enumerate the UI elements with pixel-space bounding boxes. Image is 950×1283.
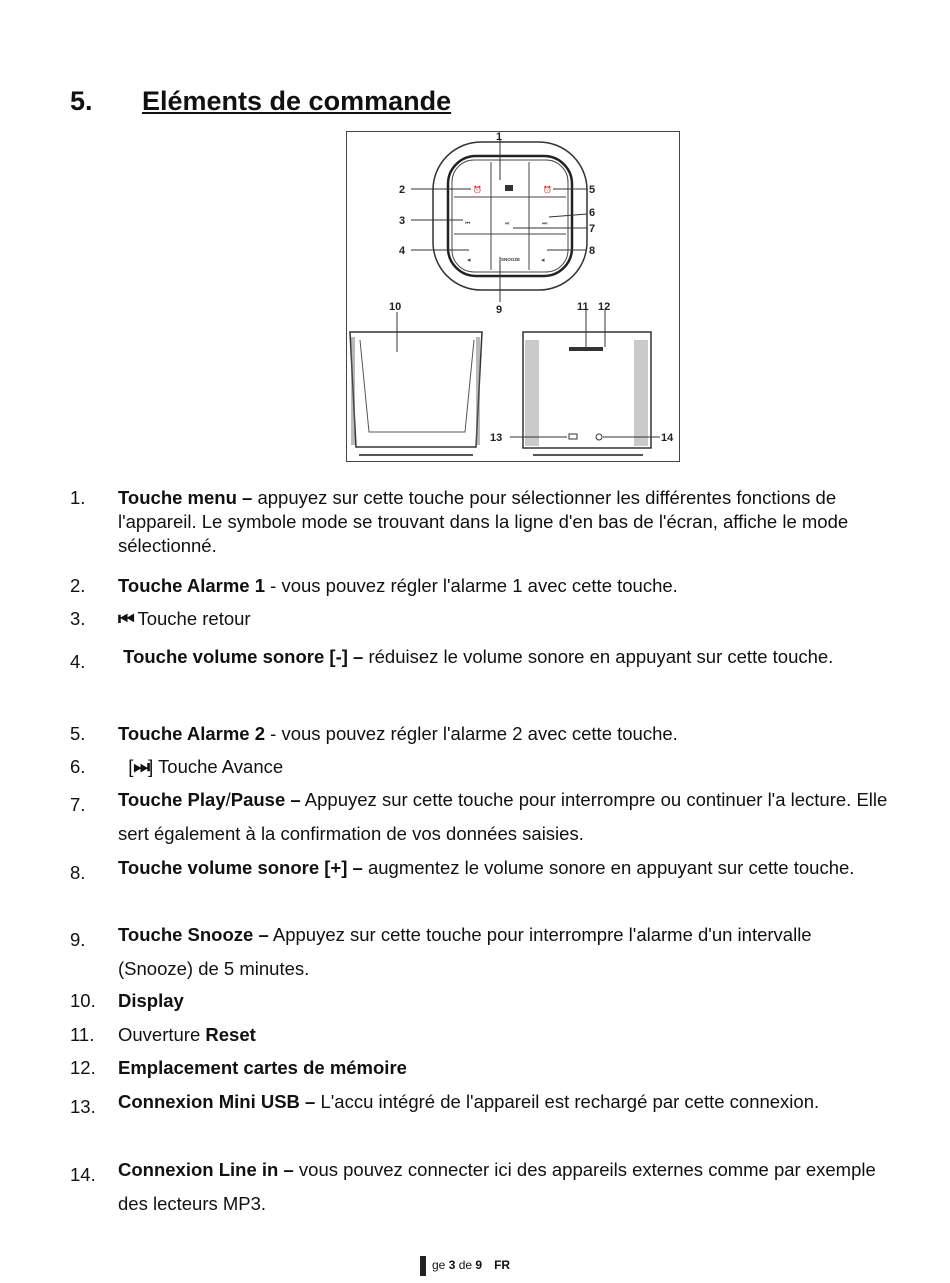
callout-14: 14 bbox=[661, 432, 674, 444]
item-term: Touche volume sonore [+] – bbox=[118, 857, 363, 878]
callout-7: 7 bbox=[589, 223, 596, 235]
display-window bbox=[360, 340, 474, 432]
item-number: 6. bbox=[70, 756, 86, 777]
callout-13: 13 bbox=[490, 432, 503, 444]
item-term: Touche Snooze – bbox=[118, 924, 269, 945]
callout-12: 12 bbox=[598, 301, 611, 313]
item-number: 13. bbox=[70, 1096, 96, 1117]
menu-button-icon bbox=[505, 185, 513, 191]
volume-up-button-icon: ◂ bbox=[541, 257, 545, 264]
item-term: Emplacement cartes de mémoire bbox=[118, 1057, 407, 1078]
item-number: 2. bbox=[70, 575, 86, 596]
page-prefix: ge bbox=[432, 1258, 449, 1272]
section-number: 5. bbox=[70, 86, 93, 116]
item-term-dash: – bbox=[347, 646, 364, 667]
item-text: Touche retour bbox=[132, 608, 251, 629]
item-text: vous pouvez connecter ici des appareils externes comme par exemple des lecteurs MP3. bbox=[118, 1159, 876, 1214]
item-term: Connexion Mini USB – bbox=[118, 1091, 316, 1112]
skip-back-icon: ⏮ bbox=[118, 608, 133, 629]
callout-11: 11 bbox=[577, 301, 589, 313]
memory-card-slot bbox=[569, 347, 603, 351]
item-term: Connexion Line in – bbox=[118, 1159, 294, 1180]
volume-down-button-icon: ◂ bbox=[467, 257, 471, 264]
callout-5: 5 bbox=[589, 184, 596, 196]
snooze-button-label: SNOOZE bbox=[501, 257, 521, 262]
alarm1-button-icon: ⏰ bbox=[473, 187, 482, 194]
item-number: 10. bbox=[70, 990, 96, 1011]
alarm2-button-icon: ⏰ bbox=[543, 187, 552, 194]
item-term: Touche Alarme 2 bbox=[118, 723, 266, 744]
item-text: - vous pouvez régler l'alarme 1 avec cette touche. bbox=[265, 575, 678, 596]
device-diagram-drawing bbox=[347, 132, 679, 461]
callout-8: 8 bbox=[589, 245, 596, 257]
item-term: Touche Play bbox=[118, 789, 226, 810]
callout-9: 9 bbox=[496, 304, 503, 316]
item-term: Display bbox=[118, 990, 184, 1011]
item-text: Appuyez sur cette touche pour interrompre ou continuer l'a lecture. Elle sert également à la confirmation de vos données saisies. bbox=[118, 789, 888, 844]
skip-forward-icon: ⏭ bbox=[133, 756, 149, 777]
item-prefix: [ bbox=[128, 756, 134, 777]
item-number: 8. bbox=[70, 862, 86, 883]
prev-button-icon: ⏮ bbox=[465, 221, 471, 227]
page-of: de bbox=[455, 1258, 476, 1272]
item-text: Appuyez sur cette touche pour interrompre l'alarme d'un intervalle (Snooze) de 5 minutes. bbox=[118, 924, 812, 979]
item-number: 1. bbox=[70, 487, 86, 508]
section-title: Eléments de commande bbox=[142, 86, 452, 116]
item-number: 3. bbox=[70, 608, 86, 629]
item-number: 9. bbox=[70, 929, 86, 950]
item-text: L'accu intégré de l'appareil est rechargé par cette connexion. bbox=[315, 1091, 820, 1112]
speaker-grille-right bbox=[525, 340, 648, 446]
item-term: Reset bbox=[205, 1024, 256, 1045]
section-heading bbox=[70, 84, 451, 118]
speaker-grille-left bbox=[351, 337, 480, 445]
item-number: 7. bbox=[70, 794, 86, 815]
item-number: 4. bbox=[70, 651, 86, 672]
item-term: Touche Alarme 1 bbox=[118, 575, 266, 596]
item-text: réduisez le volume sonore en appuyant sur cette touche. bbox=[363, 646, 834, 667]
item-term: Touche volume sonore [-] bbox=[123, 646, 348, 667]
item-term-separator: / bbox=[225, 789, 231, 810]
item-number: 14. bbox=[70, 1164, 96, 1185]
next-button-icon: ⏭ bbox=[542, 221, 548, 227]
item-text: appuyez sur cette touche pour sélectionner les différentes fonctions de l'appareil. Le symbole mode se trouvant dans la ligne d'en bas de l'écran, affiche le mode sélectionné. bbox=[118, 487, 849, 556]
page-current: 3 bbox=[448, 1258, 456, 1272]
page-footer bbox=[420, 1256, 510, 1276]
item-term-2: Pause – bbox=[230, 789, 301, 810]
footer-bar bbox=[420, 1256, 426, 1276]
page-total: 9 bbox=[475, 1258, 483, 1272]
item-number: 11. bbox=[70, 1024, 95, 1045]
play-pause-button-icon: ⏯ bbox=[505, 221, 510, 227]
line-in-port-icon bbox=[596, 434, 602, 440]
item-number: 12. bbox=[70, 1057, 96, 1078]
language-code: FR bbox=[494, 1258, 511, 1272]
usb-port-icon bbox=[569, 434, 577, 439]
device-front-view bbox=[350, 332, 482, 447]
item-text: - vous pouvez régler l'alarme 2 avec cette touche. bbox=[265, 723, 678, 744]
callout-10: 10 bbox=[389, 301, 402, 313]
item-prefix: Ouverture bbox=[118, 1024, 206, 1045]
callout-1: 1 bbox=[496, 132, 503, 143]
callout-6: 6 bbox=[589, 207, 596, 219]
callout-2: 2 bbox=[399, 184, 406, 196]
button-pad bbox=[452, 160, 568, 272]
device-diagram bbox=[346, 131, 680, 462]
callout-3: 3 bbox=[399, 215, 406, 227]
item-term: Touche menu – bbox=[118, 487, 253, 508]
callout-4: 4 bbox=[399, 245, 406, 257]
item-text: ] Touche Avance bbox=[148, 756, 284, 777]
item-text: augmentez le volume sonore en appuyant sur cette touche. bbox=[362, 857, 855, 878]
item-number: 5. bbox=[70, 723, 86, 744]
